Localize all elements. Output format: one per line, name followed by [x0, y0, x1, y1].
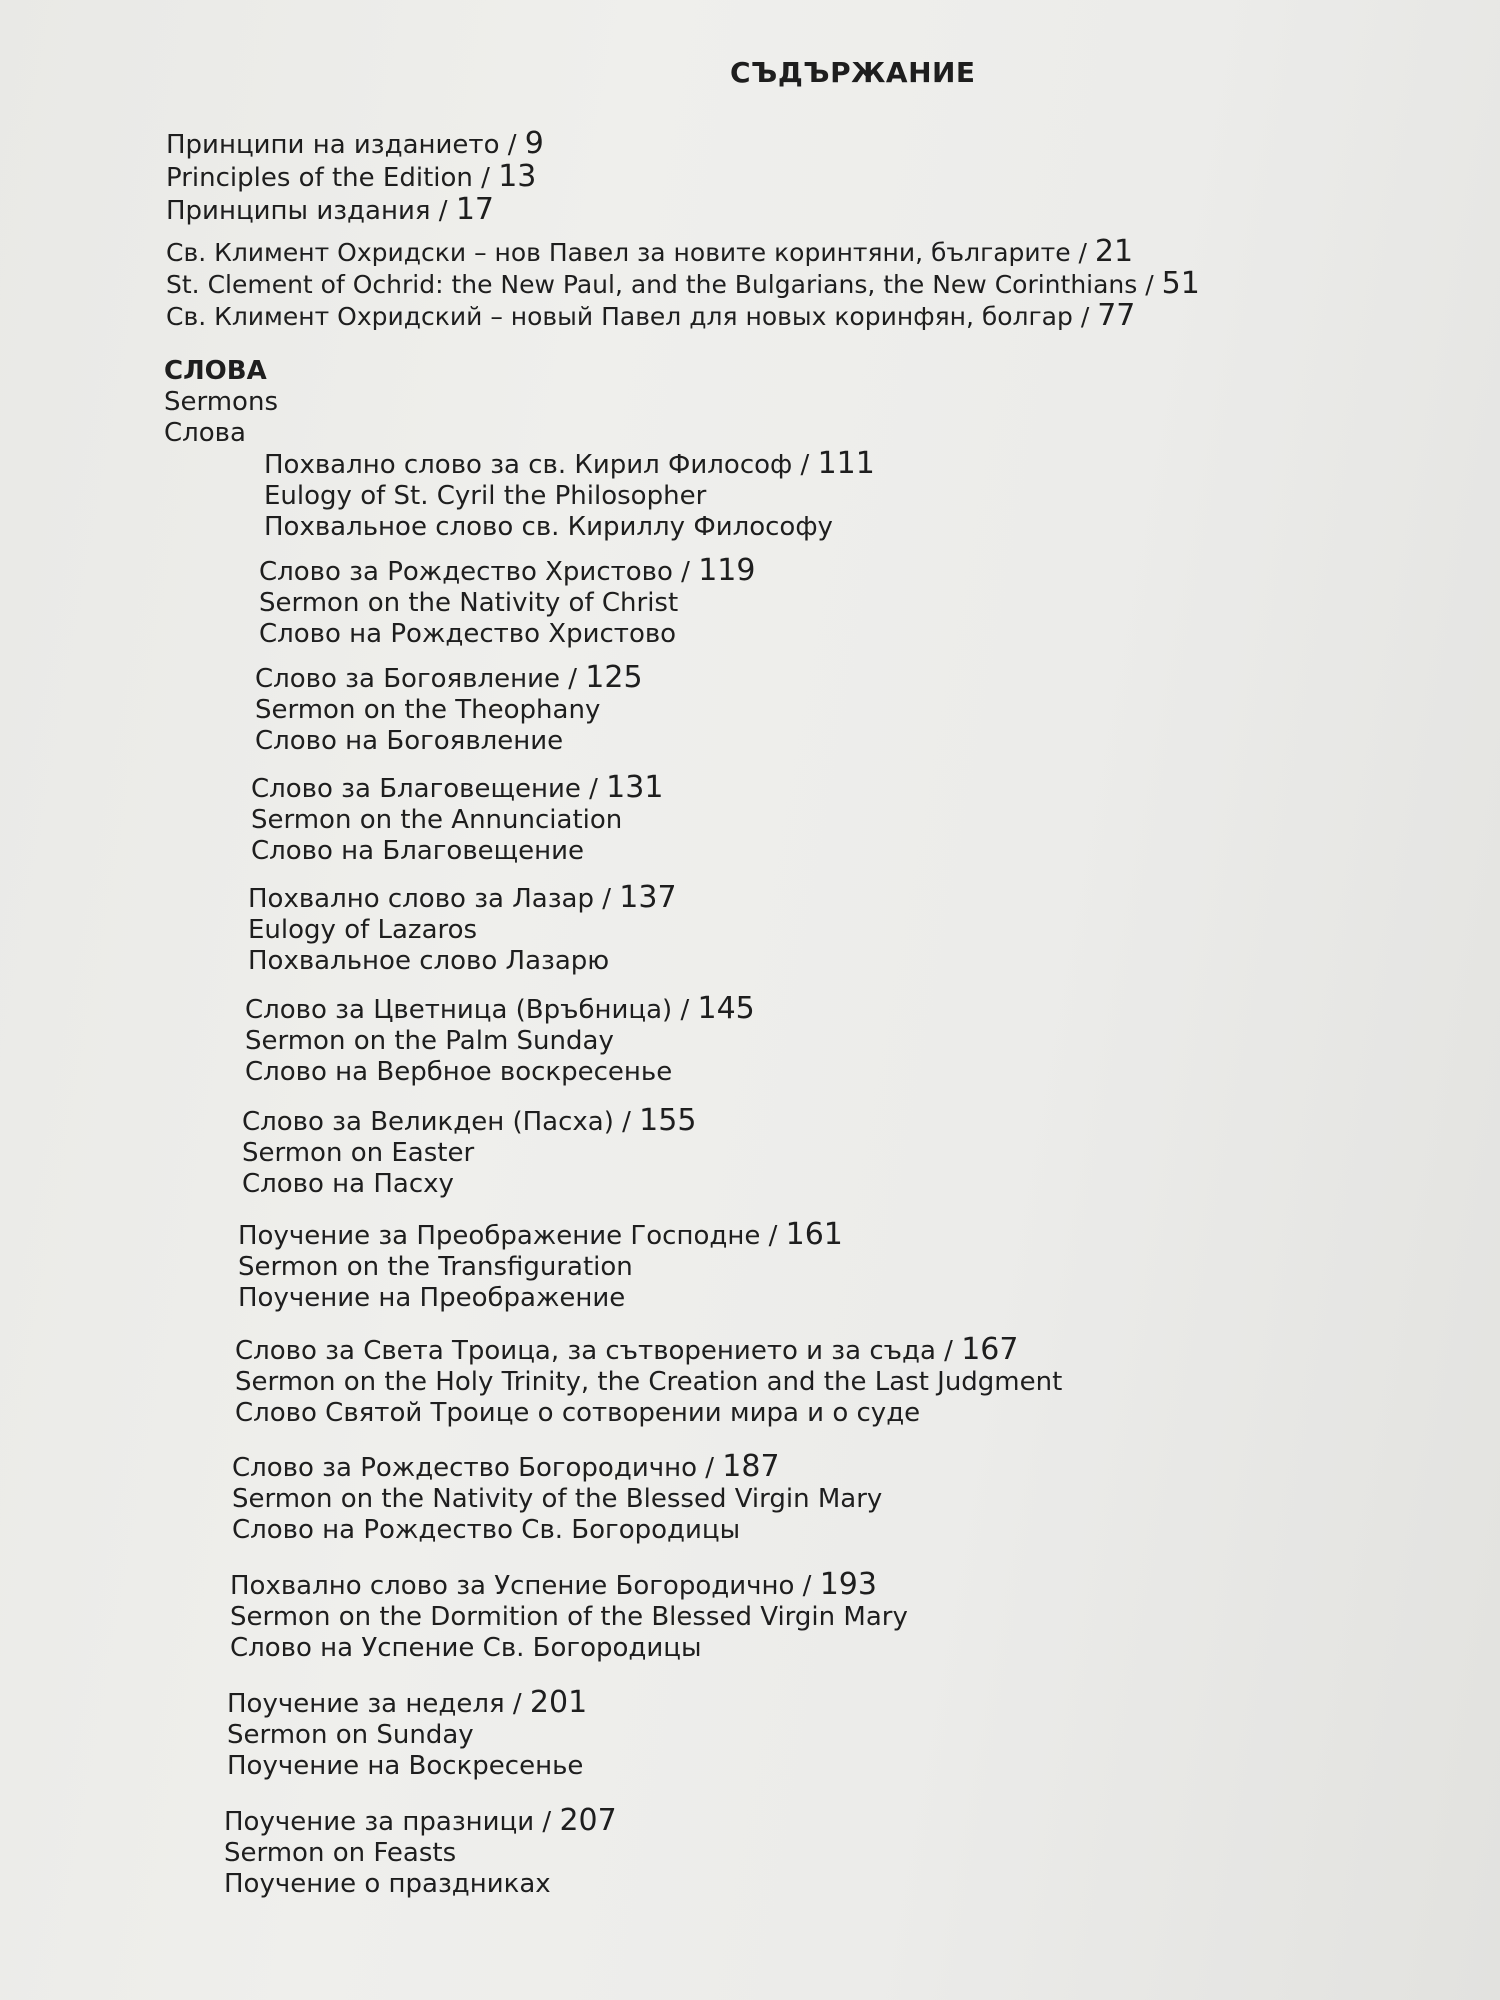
entry-title: Принципи на изданието [166, 130, 500, 160]
page-number: 193 [819, 1567, 877, 1602]
entry-title: St. Clement of Ochrid: the New Paul, and the Bulgarians, the New Corinthians [166, 270, 1138, 299]
entry-title: Принципы издания [166, 196, 431, 226]
entry-ru: Слово Святой Троице о сотворении мира и о суде [235, 1398, 921, 1428]
toc-entry [259, 555, 755, 650]
entry-title: Св. Климент Охридский – новый Павел для новых коринфян, болгар [166, 302, 1073, 331]
page-number: 119 [698, 553, 756, 588]
toc-entry [245, 993, 755, 1088]
entry-en: Sermon on the Holy Trinity, the Creation and the Last Judgment [235, 1367, 1063, 1397]
entry-bg: Поучение за Преображение Господне / 161 [238, 1217, 843, 1252]
page-number: 9 [524, 126, 544, 161]
entry-bg: Слово за Рождество Христово / 119 [259, 553, 756, 588]
toc-entry [242, 1105, 696, 1200]
section-heading [164, 356, 278, 449]
entry-bg: Слово за Света Троица, за сътворението и за съда / 167 [235, 1332, 1019, 1367]
entry-en: Eulogy of St. Cyril the Philosopher [264, 481, 707, 511]
toc-line: Принципы издания / 17 [166, 192, 494, 227]
page-number: 201 [529, 1685, 588, 1720]
entry-ru: Слово на Пасху [242, 1169, 454, 1199]
section-title-ru: Слова [164, 418, 246, 448]
entry-bg: Слово за Рождество Богородично / 187 [232, 1449, 780, 1484]
page-number: 51 [1161, 266, 1200, 301]
page-number: 125 [585, 660, 643, 695]
toc-line: Св. Климент Охридски – нов Павел за новите коринтяни, българите / 21 [166, 234, 1134, 269]
entry-en: Sermon on the Palm Sunday [245, 1026, 614, 1056]
section-title-bg: СЛОВА [164, 356, 267, 386]
essays [166, 236, 1200, 332]
entry-en: Sermon on the Dormition of the Blessed Virgin Mary [230, 1602, 908, 1632]
entry-ru: Поучение на Преображение [238, 1283, 626, 1313]
toc-entry [230, 1569, 908, 1664]
entry-ru: Поучение на Воскресенье [227, 1751, 584, 1781]
entry-bg: Похвално слово за Успение Богородично / 193 [230, 1567, 877, 1602]
page-number: 21 [1094, 234, 1134, 269]
entry-ru: Слово на Рождество Св. Богородицы [232, 1515, 741, 1545]
entry-bg: Поучение за неделя / 201 [227, 1685, 588, 1720]
entry-ru: Похвальное слово св. Кириллу Философу [264, 512, 833, 542]
entry-bg: Слово за Богоявление / 125 [255, 660, 643, 695]
toc-entry [232, 1451, 882, 1546]
page-title: СЪДЪРЖАНИЕ [730, 56, 976, 89]
toc-line: Principles of the Edition / 13 [166, 159, 537, 194]
entry-en: Sermon on the Theophany [255, 695, 601, 725]
entry-bg: Похвално слово за Лазар / 137 [248, 880, 677, 915]
toc-line: Принципи на изданието / 9 [166, 126, 544, 161]
entry-en: Sermon on the Transfiguration [238, 1252, 633, 1282]
page-number: 77 [1097, 298, 1136, 333]
entry-bg: Слово за Цветница (Връбница) / 145 [245, 991, 755, 1026]
entry-en: Sermon on the Annunciation [251, 805, 623, 835]
page-number: 145 [697, 991, 755, 1026]
toc-entry [238, 1219, 843, 1314]
toc-line: St. Clement of Ochrid: the New Paul, and the Bulgarians, the New Corinthians / 51 [166, 266, 1200, 301]
toc-entry [224, 1805, 617, 1900]
entry-en: Sermon on the Nativity of Christ [259, 588, 679, 618]
entry-ru: Слово на Рождество Христово [259, 619, 677, 649]
entry-en: Eulogy of Lazaros [248, 915, 478, 945]
entry-bg: Слово за Благовещение / 131 [251, 770, 664, 805]
entry-ru: Поучение о праздниках [224, 1869, 551, 1899]
entry-bg: Поучение за празници / 207 [224, 1803, 617, 1838]
section-title-en: Sermons [164, 387, 278, 417]
page-number: 17 [455, 192, 494, 227]
entry-ru: Похвальное слово Лазарю [248, 946, 610, 976]
entry-en: Sermon on the Nativity of the Blessed Virgin Mary [232, 1484, 883, 1514]
toc-entry [251, 772, 663, 867]
toc-entry [255, 662, 643, 757]
entry-ru: Слово на Благовещение [251, 836, 585, 866]
page-number: 131 [606, 770, 664, 805]
entry-ru: Слово на Успение Св. Богородицы [230, 1633, 702, 1663]
page-number: 187 [722, 1449, 780, 1484]
entry-en: Sermon on Sunday [227, 1720, 474, 1750]
toc-entry [248, 882, 677, 977]
page-number: 207 [559, 1803, 617, 1838]
toc-line: Св. Климент Охридский – новый Павел для новых коринфян, болгар / 77 [166, 298, 1136, 333]
entry-en: Sermon on Feasts [224, 1838, 457, 1868]
entry-title: Св. Климент Охридски – нов Павел за новите коринтяни, българите [166, 238, 1071, 267]
entry-title: Principles of the Edition [166, 163, 473, 193]
page-number: 111 [817, 446, 875, 481]
entry-en: Sermon on Easter [242, 1138, 475, 1168]
page-number: 155 [639, 1103, 697, 1138]
entry-bg: Похвално слово за св. Кирил Философ / 111 [264, 446, 875, 481]
toc-entry [227, 1687, 587, 1782]
page-number: 167 [961, 1332, 1019, 1367]
entry-bg: Слово за Великден (Пасха) / 155 [242, 1103, 697, 1138]
entry-ru: Слово на Богоявление [255, 726, 564, 756]
toc-entry [235, 1334, 1062, 1429]
toc-entry [264, 448, 875, 543]
entry-ru: Слово на Вербное воскресенье [245, 1057, 673, 1087]
page-number: 137 [619, 880, 677, 915]
page-number: 161 [785, 1217, 843, 1252]
front-matter [166, 128, 544, 227]
page-number: 13 [498, 159, 537, 194]
